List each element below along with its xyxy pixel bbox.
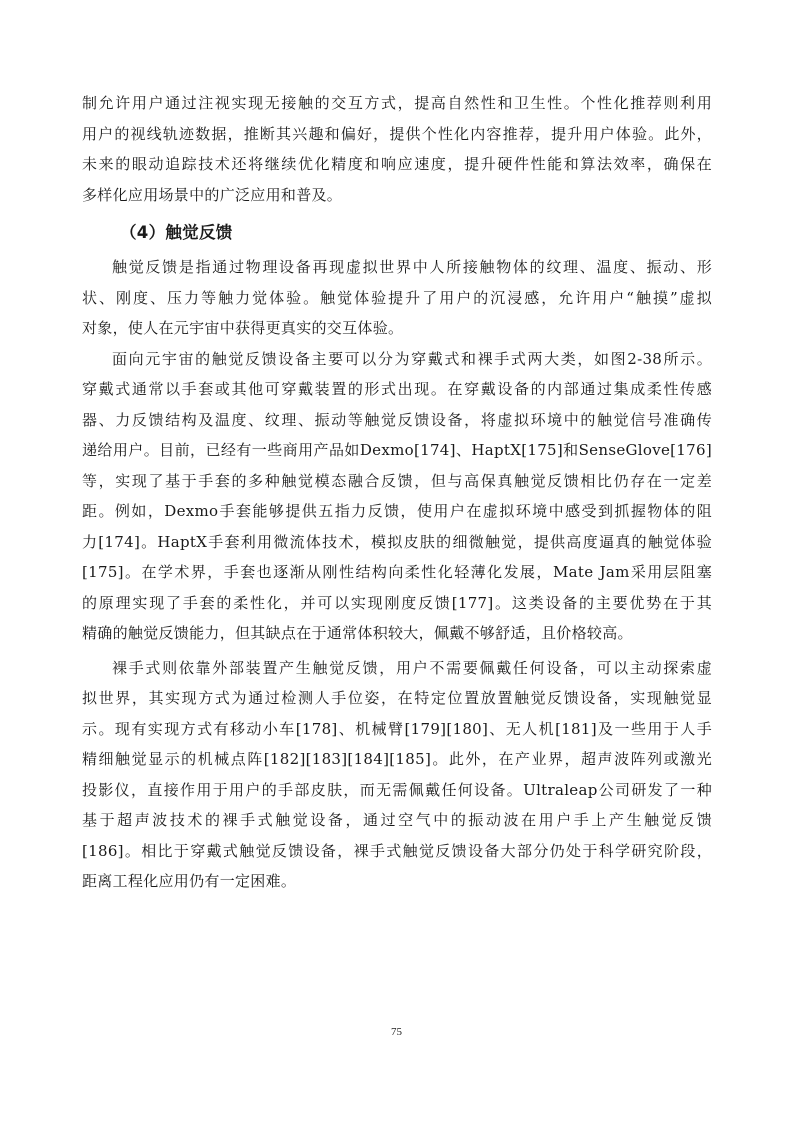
page-body bbox=[82, 88, 712, 897]
paragraph-line: 用户的视线轨迹数据，推断其兴趣和偏好，提供个性化内容推荐，提升用户体验。此外， bbox=[82, 124, 712, 143]
paragraph-line: [186]。相比于穿戴式触觉反馈设备，裸手式触觉反馈设备大部分仍处于科学研究阶段， bbox=[82, 841, 712, 860]
paragraph-line: 拟世界，其实现方式为通过检测人手位姿，在特定位置放置触觉反馈设备，实现触觉显 bbox=[82, 689, 712, 707]
paragraph-line: 基于超声波技术的裸手式触觉设备，通过空气中的振动波在用户手上产生触觉反馈 bbox=[82, 811, 712, 829]
paragraph-haptic-definition bbox=[82, 252, 712, 344]
paragraph-eye-tracking-continued bbox=[82, 88, 712, 210]
paragraph-line: 距离工程化应用仍有一定困难。 bbox=[82, 872, 297, 890]
paragraph-wearable-devices bbox=[82, 344, 712, 649]
paragraph-line: 穿戴式通常以手套或其他可穿戴装置的形式出现。在穿戴设备的内部通过集成柔性传感 bbox=[82, 380, 712, 398]
paragraph-line: 精确的触觉反馈能力，但其缺点在于通常体积较大，佩戴不够舒适，且价格较高。 bbox=[82, 624, 633, 642]
page-number: 75 bbox=[391, 1026, 402, 1038]
paragraph-line: 等，实现了基于手套的多种触觉模态融合反馈，但与高保真触觉反馈相比仍存在一定差 bbox=[82, 471, 712, 490]
paragraph-line: 示。现有实现方式有移动小车[178]、机械臂[179][180]、无人机[181]及一些用于人手 bbox=[82, 719, 712, 738]
paragraph-line: 触觉反馈是指通过物理设备再现虚拟世界中人所接触物体的纹理、温度、振动、形 bbox=[112, 258, 712, 276]
paragraph-line: 投影仪，直接作用于用户的手部皮肤，而无需佩戴任何设备。Ultraleap公司研发了一种 bbox=[82, 780, 712, 799]
paragraph-line: 对象，使人在元宇宙中获得更真实的交互体验。 bbox=[82, 319, 404, 337]
paragraph-line: 器、力反馈结构及温度、纹理、振动等触觉反馈设备，将虚拟环境中的触觉信号准确传 bbox=[82, 410, 712, 429]
paragraph-line: 力[174]。HaptX手套利用微流体技术，模拟皮肤的细微触觉，提供高度逼真的触觉体验 bbox=[82, 532, 712, 551]
paragraph-line: 的原理实现了手套的柔性化，并可以实现刚度反馈[177]。这类设备的主要优势在于其 bbox=[82, 593, 712, 612]
paragraph-line: 制允许用户通过注视实现无接触的交互方式，提高自然性和卫生性。个性化推荐则利用 bbox=[82, 94, 712, 112]
paragraph-line: 面向元宇宙的触觉反馈设备主要可以分为穿戴式和裸手式两大类，如图2-38所示。 bbox=[112, 349, 712, 368]
section-heading-haptic-feedback: （4）触觉反馈 bbox=[120, 223, 233, 242]
paragraph-line: 距。例如，Dexmo手套能够提供五指力反馈，使用户在虚拟环境中感受到抓握物体的阻 bbox=[82, 502, 712, 520]
paragraph-line: 精细触觉显示的机械点阵[182][183][184][185]。此外，在产业界，超声波阵列或激光 bbox=[82, 750, 712, 768]
paragraph-bare-hand-devices bbox=[82, 653, 712, 897]
paragraph-line: 递给用户。目前，已经有一些商用产品如Dexmo[174]、HaptX[175]和SenseGlove[176] bbox=[82, 441, 712, 459]
paragraph-line: [175]。在学术界，手套也逐渐从刚性结构向柔性化轻薄化发展，Mate Jam采用层阻塞 bbox=[82, 563, 712, 581]
paragraph-line: 未来的眼动追踪技术还将继续优化精度和响应速度，提升硬件性能和算法效率，确保在 bbox=[82, 155, 712, 173]
paragraph-line: 多样化应用场景中的广泛应用和普及。 bbox=[82, 185, 343, 204]
paragraph-line: 裸手式则依靠外部装置产生触觉反馈，用户不需要佩戴任何设备，可以主动探索虚 bbox=[112, 658, 712, 677]
paragraph-line: 状、刚度、压力等触力觉体验。触觉体验提升了用户的沉浸感，允许用户“触摸”虚拟 bbox=[82, 288, 712, 307]
